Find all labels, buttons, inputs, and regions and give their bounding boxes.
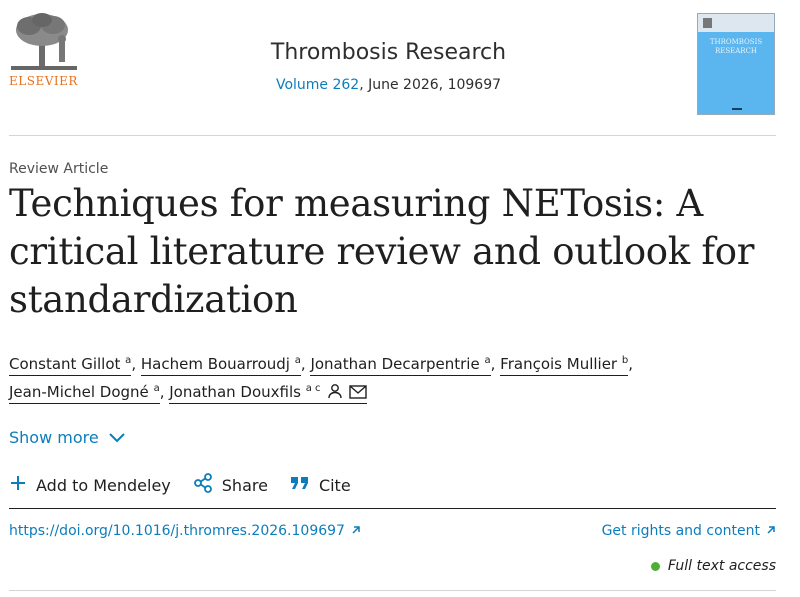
article-title: Techniques for measuring NETosis: A critical literature review and outlook for standardization	[9, 182, 755, 321]
cover-title: THROMBOSIS RESEARCH	[709, 38, 763, 55]
article-actions	[9, 473, 373, 497]
bottom-divider	[9, 590, 776, 591]
doi-link[interactable]	[9, 523, 361, 539]
quote-icon	[290, 475, 310, 495]
cover-mark	[732, 108, 742, 110]
cover-logo	[703, 18, 712, 28]
show-more-button[interactable]	[9, 428, 125, 447]
show-more-label: Show more	[9, 428, 99, 447]
journal-issue-info	[0, 77, 777, 93]
chevron-down-icon	[109, 428, 125, 447]
author-link[interactable]: François Mullier $^b$	[500, 355, 628, 376]
publisher-name: ELSEVIER	[9, 74, 78, 88]
external-link-icon	[351, 523, 361, 539]
cite-button[interactable]	[290, 475, 351, 495]
journal-title[interactable]: Thrombosis Research	[270, 40, 507, 65]
access-label: Full text access	[667, 558, 776, 574]
share-label: Share	[221, 475, 268, 495]
author-link[interactable]: Jonathan Decarpentrie $^a$	[310, 355, 490, 376]
actions-divider	[9, 508, 776, 509]
mendeley-label: Add to Mendeley	[36, 475, 171, 495]
person-icon	[327, 380, 343, 408]
doi-text: https://doi.org/10.1016/j.thromres.2026.109697	[9, 523, 345, 539]
share-button[interactable]	[193, 473, 268, 497]
rights-link[interactable]	[602, 523, 776, 539]
journal-cover-image[interactable]	[697, 13, 775, 115]
issue-details: , June 2026, 109697	[359, 77, 502, 93]
article-type: Review Article	[9, 161, 109, 177]
volume-link[interactable]: Volume 262	[275, 77, 360, 93]
rights-text: Get rights and content	[601, 523, 760, 539]
author-link[interactable]: Jean-Michel Dogné $^a$	[9, 383, 160, 404]
author-link[interactable]: Jonathan Douxfils $^{a c}$	[169, 383, 366, 404]
author-list: Constant Gillot $^a$, Hachem Bouarroudj $^a$, Jonathan Decarpentrie $^a$, François Mullier $^b$, Jean-Michel Dogné $^a$, Jonathan Douxfils $^{a c}$	[9, 350, 779, 408]
author-link[interactable]: Hachem Bouarroudj $^a$	[141, 355, 301, 376]
add-to-mendeley-button[interactable]	[9, 474, 171, 496]
journal-header	[0, 0, 800, 136]
external-link-icon	[766, 523, 776, 539]
email-icon[interactable]	[349, 380, 367, 408]
access-status	[651, 558, 776, 574]
plus-icon	[9, 474, 27, 496]
header-divider	[9, 135, 776, 136]
author-link[interactable]: Constant Gillot $^a$	[9, 355, 131, 376]
cite-label: Cite	[318, 475, 351, 495]
access-indicator-icon	[651, 562, 660, 571]
share-icon	[193, 473, 213, 497]
